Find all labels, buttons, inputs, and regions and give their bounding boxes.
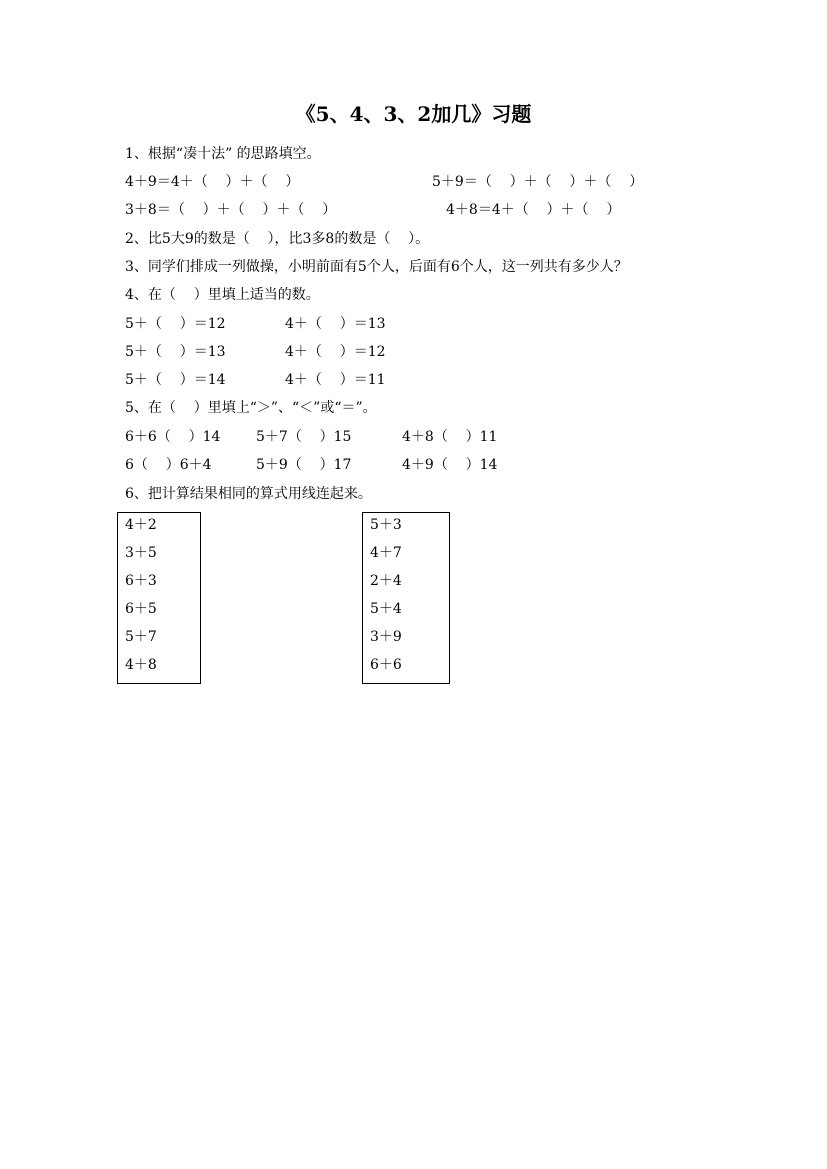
q4-item: 4＋（ ）＝12 [285,344,386,360]
q1-item: 5＋9＝（ ）＋（ ）＋（ ） [432,174,644,190]
q5-item: 4＋8（ ）11 [402,429,498,445]
expression-item: 4＋7 [370,545,402,561]
q5-item: 5＋7（ ）15 [256,429,352,445]
q5-item: 5＋9（ ）17 [256,457,352,473]
expression-item: 4＋8 [125,657,157,673]
q4-item: 4＋（ ）＝13 [285,316,386,332]
q1-item: 4＋9＝4＋（ ）＋（ ） [125,174,300,190]
page-title: 《5、4、3、2加几》习题 [295,102,532,126]
expression-item: 6＋5 [125,601,157,617]
expression-item: 5＋7 [125,629,157,645]
expression-item: 2＋4 [370,573,402,589]
expression-item: 3＋5 [125,545,157,561]
expression-item: 5＋3 [370,517,402,533]
q4-item: 5＋（ ）＝13 [125,344,226,360]
q4-item: 5＋（ ）＝14 [125,372,226,388]
q5-item: 4＋9（ ）14 [402,457,498,473]
q1-item: 3＋8＝（ ）＋（ ）＋（ ） [125,202,337,218]
q1-prompt: 1、根据“凑十法” 的思路填空。 [125,146,321,162]
expression-item: 3＋9 [370,629,402,645]
q6-prompt: 6、把计算结果相同的算式用线连起来。 [125,486,372,502]
q6-left-box [117,512,201,684]
q4-prompt: 4、在（ ）里填上适当的数。 [125,287,320,303]
q1-item: 4＋8＝4＋（ ）＋（ ） [446,202,621,218]
q5-item: 6＋6（ ）14 [125,429,221,445]
q2-prompt: 2、比5大9的数是（ ），比3多8的数是（ ）。 [125,231,430,247]
q4-item: 5＋（ ）＝12 [125,316,226,332]
expression-item: 5＋4 [370,601,402,617]
q6-right-box [362,512,450,684]
q5-item: 6（ ）6＋4 [125,457,212,473]
q5-prompt: 5、在（ ）里填上“＞”、“＜”或“＝”。 [125,400,377,416]
q4-item: 4＋（ ）＝11 [285,372,386,388]
expression-item: 6＋6 [370,657,402,673]
q3-prompt: 3、同学们排成一列做操，小明前面有5个人，后面有6个人，这一列共有多少人？ [125,259,628,275]
expression-item: 6＋3 [125,573,157,589]
expression-item: 4＋2 [125,517,157,533]
